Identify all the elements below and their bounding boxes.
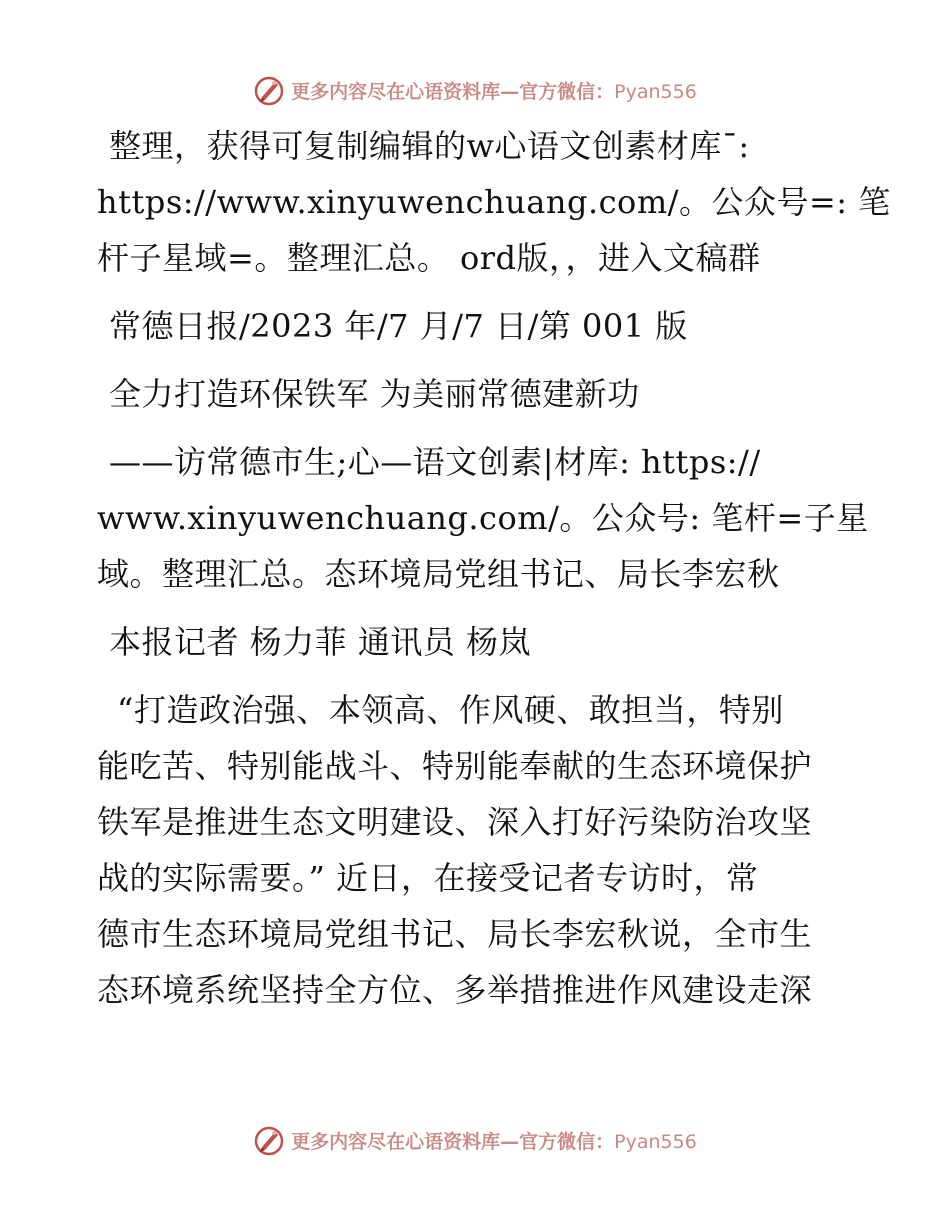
text-line: 整理，获得可复制编辑的w心语文创素材库¯: xyxy=(109,127,750,165)
text-line: https://www.xinyuwenchuang.com/。公众号=: 笔 xyxy=(97,183,891,221)
footer-watermark xyxy=(0,1120,950,1160)
text-line: ——访常德市生;心—语文创素|材库: https:// xyxy=(109,443,761,481)
text-line: 战的实际需要。” 近日，在接受记者专访时，常 xyxy=(97,859,759,897)
article-title xyxy=(97,366,857,422)
text-line: 杆子星域=。整理汇总。 ord版，，进入文稿群 xyxy=(97,239,761,277)
text-line: 能吃苦、特别能战斗、特别能奉献的生态环境保护 xyxy=(97,747,813,785)
text-line: 常德日报/2023 年/7 月/7 日/第 001 版 xyxy=(109,307,688,345)
text-line: www.xinyuwenchuang.com/。公众号: 笔杆=子星 xyxy=(97,499,869,537)
pen-logo-icon xyxy=(253,74,285,106)
text-line: 域。整理汇总。态环境局党组书记、局长李宏秋 xyxy=(97,555,780,593)
article-subtitle xyxy=(97,434,869,602)
byline xyxy=(97,614,857,670)
body-paragraph xyxy=(97,682,857,1018)
text-line: 本报记者 杨力菲 通讯员 杨岚 xyxy=(109,623,532,661)
watermark-text: 更多内容尽在心语资料库—官方微信：Pyan556 xyxy=(291,80,697,103)
text-line: 德市生态环境局党组书记、局长李宏秋说，全市生 xyxy=(97,915,813,953)
source-line xyxy=(97,298,857,354)
document-body xyxy=(97,118,891,1018)
pen-logo-icon xyxy=(253,1124,285,1156)
text-line: “打造政治强、本领高、作风硬、敢担当，特别 xyxy=(117,691,784,729)
text-line: 态环境系统坚持全方位、多举措推进作风建设走深 xyxy=(97,971,813,1009)
text-line: 全力打造环保铁军 为美丽常德建新功 xyxy=(109,375,640,413)
intro-paragraph xyxy=(97,118,891,286)
header-watermark xyxy=(0,70,950,110)
watermark-text: 更多内容尽在心语资料库—官方微信：Pyan556 xyxy=(291,1130,697,1153)
text-line: 铁军是推进生态文明建设、深入打好污染防治攻坚 xyxy=(97,803,813,841)
